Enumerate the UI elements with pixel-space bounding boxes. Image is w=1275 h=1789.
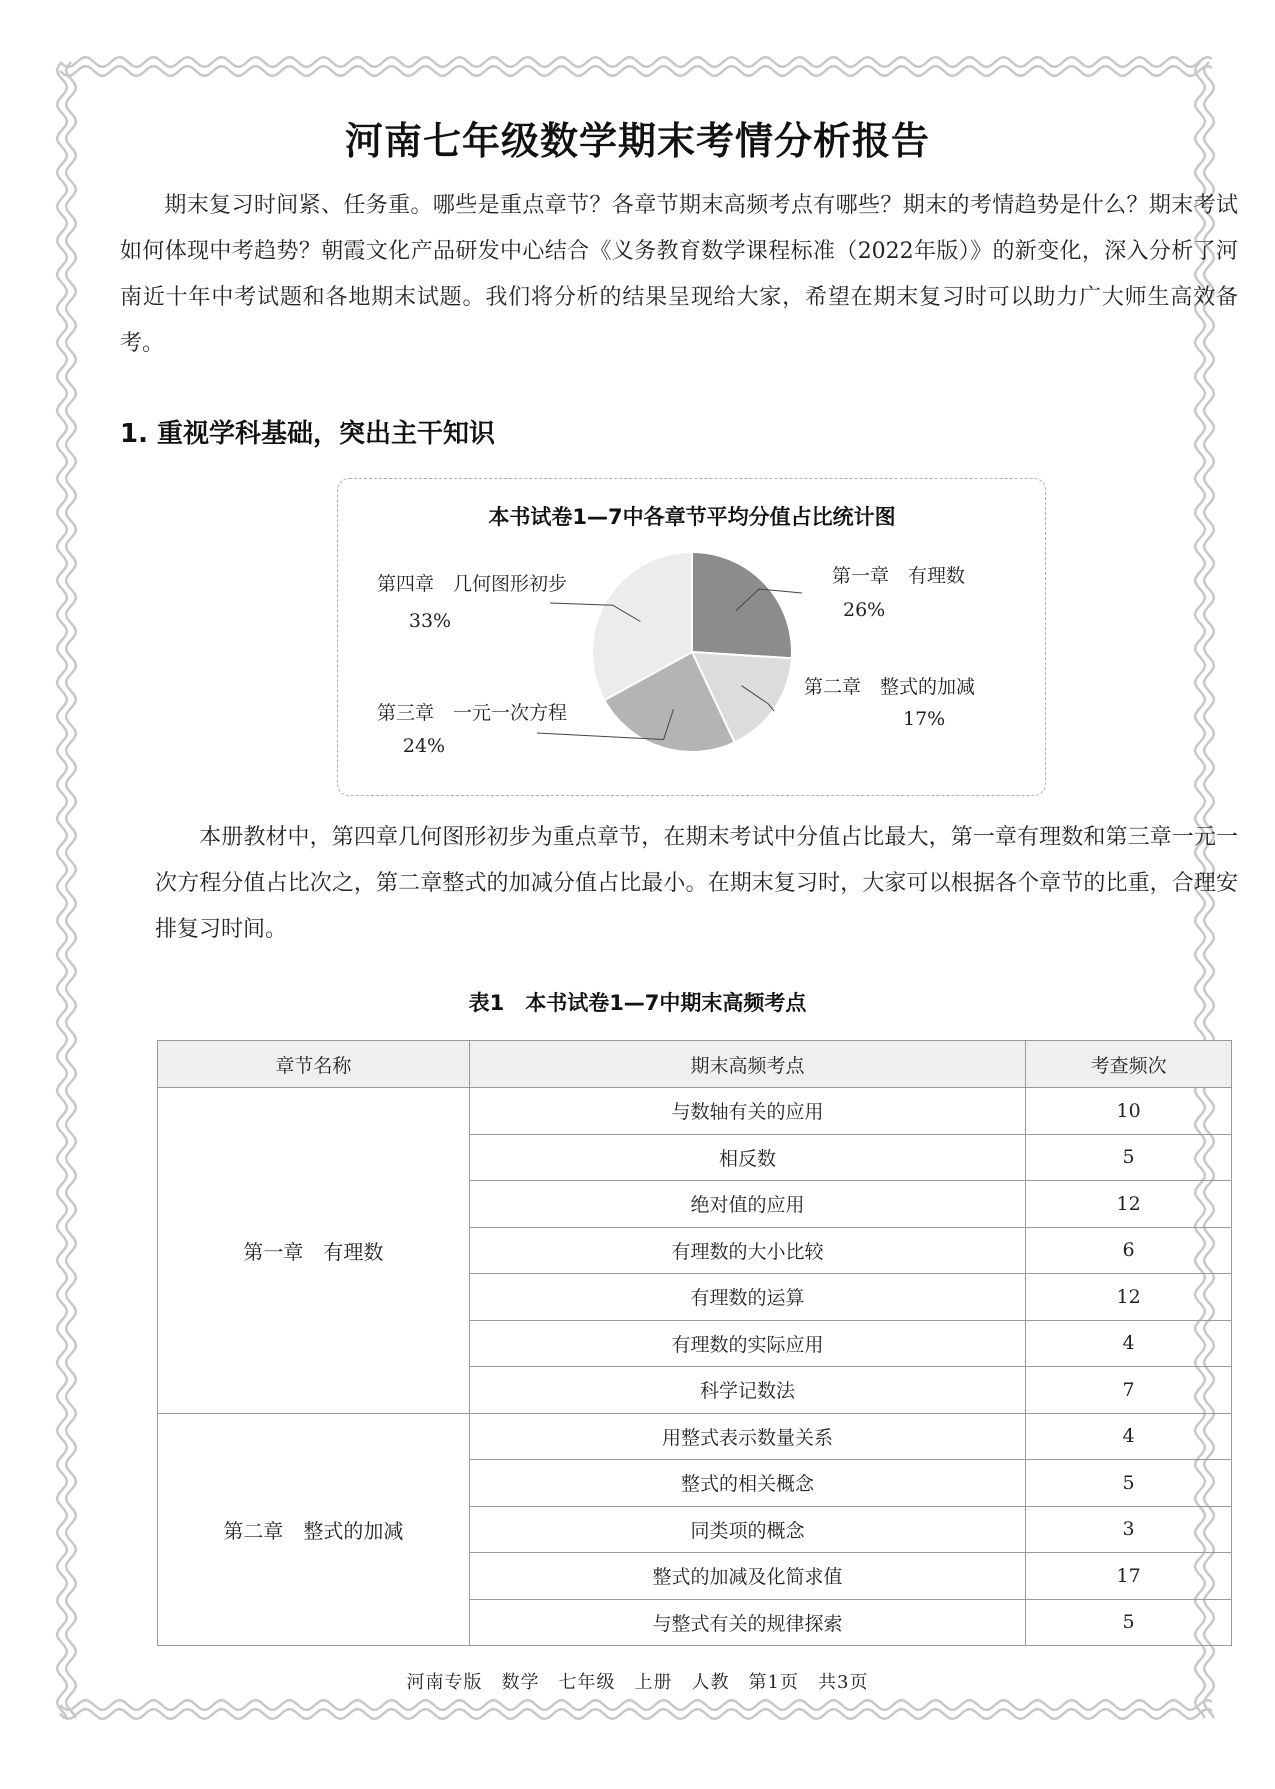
topic-cell: 相反数: [469, 1134, 1025, 1181]
section-1-heading: 1. 重视学科基础，突出主干知识: [120, 419, 496, 449]
slice-name-label: 第三章 一元一次方程: [377, 702, 568, 724]
count-cell: 17: [1026, 1553, 1232, 1600]
topic-cell: 同类项的概念: [469, 1506, 1025, 1553]
count-cell: 10: [1026, 1088, 1232, 1135]
slice-percent-label: 24%: [402, 735, 446, 757]
slice-percent-label: 17%: [903, 708, 946, 730]
header-count: 考查频次: [1026, 1041, 1232, 1088]
topic-cell: 有理数的运算: [469, 1274, 1025, 1321]
count-cell: 12: [1026, 1181, 1232, 1228]
border-wave: [66, 62, 76, 1718]
topic-cell: 整式的加减及化简求值: [469, 1553, 1025, 1600]
slice-name-label: 第四章 几何图形初步: [377, 573, 568, 595]
count-cell: 12: [1026, 1274, 1232, 1321]
count-cell: 6: [1026, 1227, 1232, 1274]
header-chapter: 章节名称: [158, 1041, 470, 1088]
count-cell: 3: [1026, 1506, 1232, 1553]
chart-title: 本书试卷1—7中各章节平均分值占比统计图: [488, 505, 896, 529]
table-row: [158, 1088, 1232, 1135]
intro-paragraph: [120, 183, 1238, 367]
table-header-row: [158, 1041, 1232, 1088]
frequency-table: [157, 1040, 1232, 1646]
slice-percent-label: 26%: [843, 599, 886, 621]
topic-cell: 用整式表示数量关系: [469, 1413, 1025, 1460]
slice-percent-label: 33%: [408, 610, 452, 632]
count-cell: 4: [1026, 1413, 1232, 1460]
border-wave: [60, 66, 1212, 76]
page-footer: 河南专版 数学 七年级 上册 人教 第1页 共3页: [406, 1672, 869, 1693]
pie-chart-box: [337, 478, 1046, 796]
topic-cell: 整式的相关概念: [469, 1460, 1025, 1507]
topic-cell: 有理数的大小比较: [469, 1227, 1025, 1274]
topic-cell: 有理数的实际应用: [469, 1320, 1025, 1367]
count-cell: 7: [1026, 1367, 1232, 1414]
page-title: 河南七年级数学期末考情分析报告: [344, 119, 930, 163]
topic-cell: 与数轴有关的应用: [469, 1088, 1025, 1135]
count-cell: 4: [1026, 1320, 1232, 1367]
count-cell: 5: [1026, 1134, 1232, 1181]
count-cell: 5: [1026, 1599, 1232, 1646]
analysis-paragraph: [155, 815, 1238, 953]
topic-cell: 科学记数法: [469, 1367, 1025, 1414]
topic-cell: 与整式有关的规律探索: [469, 1599, 1025, 1646]
table-caption: 表1 本书试卷1—7中期末高频考点: [468, 991, 807, 1015]
topic-cell: 绝对值的应用: [469, 1181, 1025, 1228]
border-wave: [60, 1709, 1212, 1719]
chapter-cell: 第一章 有理数: [158, 1088, 470, 1414]
slice-name-label: 第一章 有理数: [832, 565, 966, 587]
table-row: [158, 1413, 1232, 1460]
chapter-cell: 第二章 整式的加减: [158, 1413, 470, 1646]
analysis-text: 本册教材中，第四章几何图形初步为重点章节，在期末考试中分值占比最大，第一章有理数和第三章一元一次方程分值占比次之，第二章整式的加减分值占比最小。在期末复习时，大家可以根据各个章节的比重，合理安排复习时间。: [155, 825, 1238, 942]
pie-chart: [338, 479, 1047, 797]
intro-text: 期末复习时间紧、任务重。哪些是重点章节？各章节期末高频考点有哪些？期末的考情趋势是什么？期末考试如何体现中考趋势？朝霞文化产品研发中心结合《义务教育数学课程标准（2022年版）》的新变化，深入分析了河南近十年中考试题和各地期末试题。我们将分析的结果呈现给大家，希望在期末复习时可以助力广大师生高效备考。: [120, 193, 1238, 356]
count-cell: 5: [1026, 1460, 1232, 1507]
header-topic: 期末高频考点: [469, 1041, 1025, 1088]
slice-name-label: 第二章 整式的加减: [804, 676, 976, 698]
